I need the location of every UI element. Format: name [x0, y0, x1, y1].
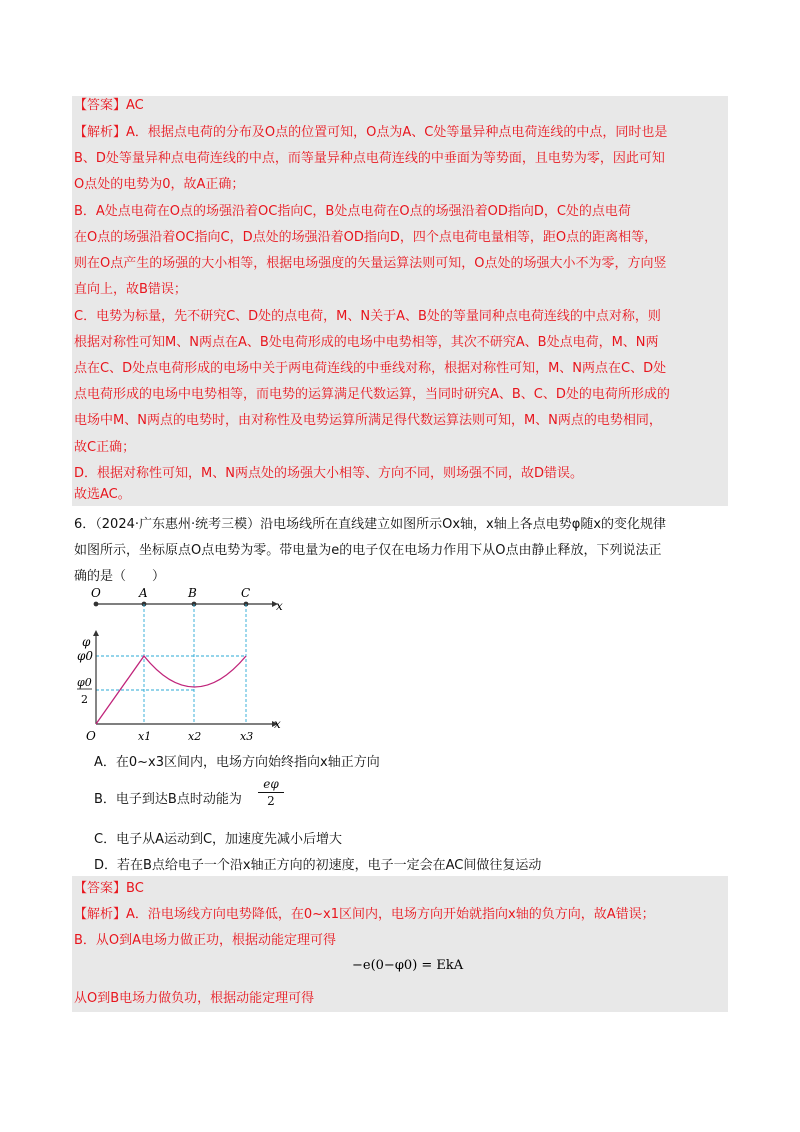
- phi-axis-arrow: [93, 630, 99, 636]
- label-phi0: φ0: [77, 649, 94, 663]
- question-line: 6．（2024·广东惠州·统考三模）沿电场线所在直线建立如图所示Ox轴，x轴上各点电势φ随x的变化规律: [74, 517, 667, 532]
- tick-x1: x1: [138, 730, 152, 743]
- analysis-line: C．电势为标量，先不研究C、D处的点电荷，M、N关于A、B处的等量同种点电荷连线的中点对称，则: [74, 309, 661, 324]
- label-x-top: x: [276, 599, 283, 613]
- analysis-line: 电场中M、N两点的电势时，由对称性及电势运算所满足得代数运算法则可知，M、N两点的电势相同，: [74, 413, 662, 428]
- label-phi0-half-num: φ0: [77, 676, 92, 689]
- answer-2: 【答案】BC: [74, 881, 144, 896]
- option-b-frac-num: eφ: [258, 776, 284, 793]
- analysis-line: 则在O点产生的场强的大小相等，根据电场强度的矢量运算法则可知，O点处的场强大小不为零，方向竖: [74, 256, 667, 271]
- analysis-line: D．根据对称性可知，M、N两点处的场强大小相等、方向不同，则场强不同，故D错误。: [74, 466, 583, 481]
- option-a: A．在0~x3区间内，电场方向始终指向x轴正方向: [94, 755, 380, 770]
- phi-x-figure: [77, 586, 283, 746]
- tick-x3: x3: [240, 730, 254, 743]
- option-d: D．若在B点给电子一个沿x轴正方向的初速度，电子一定会在AC间做往复运动: [94, 858, 542, 873]
- analysis-line: B、D处等量异种点电荷连线的中点，而等量异种点电荷连线的中垂面为等势面，且电势为零，因此可知: [74, 151, 665, 166]
- label-x-bottom: x: [274, 717, 281, 731]
- answer-1: 【答案】AC: [74, 98, 144, 113]
- point-o-dot: [94, 602, 99, 607]
- option-b-fraction: [258, 776, 284, 809]
- label-b: B: [188, 586, 197, 600]
- analysis-line: 【解析】A．根据点电荷的分布及O点的位置可知，O点为A、C处等量异种点电荷连线的中点，同时也是: [74, 125, 668, 140]
- analysis-line: 故选AC。: [74, 487, 131, 502]
- analysis-line: B．A处点电荷在O点的场强沿着OC指向C，B处点电荷在O点的场强沿着OD指向D，C处的点电荷: [74, 204, 631, 219]
- kinetic-energy-equation: −e(0−φ0) = EkA: [352, 958, 464, 973]
- analysis-line: 故C正确；: [74, 440, 136, 455]
- question-line: 确的是（ ）: [74, 569, 166, 584]
- option-b: B．电子到达B点时动能为: [94, 792, 242, 807]
- label-o-top: O: [91, 586, 101, 600]
- question-line: 如图所示，坐标原点O点电势为零。带电量为e的电子仅在电场力作用下从O点由静止释放，下列说法正: [74, 543, 662, 558]
- option-b-frac-den: 2: [267, 794, 275, 808]
- analysis2-line: B．从O到A电场力做正功，根据动能定理可得: [74, 933, 337, 948]
- analysis2-line: 【解析】A．沿电场线方向电势降低，在0~x1区间内，电场方向开始就指向x轴的负方向，故A错误；: [74, 907, 655, 922]
- analysis-line: 直向上，故B错误；: [74, 282, 187, 297]
- label-origin: O: [86, 729, 96, 743]
- label-phi: φ: [82, 635, 91, 649]
- option-c: C．电子从A运动到C，加速度先减小后增大: [94, 832, 343, 847]
- analysis-line: 根据对称性可知M、N两点在A、B处电荷形成的电场中电势相等，其次不研究A、B处点电荷，M、N两: [74, 335, 659, 350]
- analysis-line: 点电荷形成的电场中电势相等，而电势的运算满足代数运算，当同时研究A、B、C、D处的电荷所形成的: [74, 387, 670, 402]
- tick-x2: x2: [188, 730, 202, 743]
- analysis-line: O点处的电势为0，故A正确；: [74, 177, 245, 192]
- analysis2-tail: 从O到B电场力做负功，根据动能定理可得: [74, 991, 315, 1006]
- analysis-line: 点在C、D处点电荷形成的电场中关于两电荷连线的中垂线对称，根据对称性可知，M、N两点在C、D处: [74, 361, 667, 376]
- label-c: C: [241, 586, 251, 600]
- label-a: A: [139, 586, 148, 600]
- label-phi0-half-den: 2: [81, 693, 88, 706]
- analysis-line: 在O点的场强沿着OC指向C，D点处的场强沿着OD指向D，四个点电荷电量相等，距O点的距离相等，: [74, 230, 658, 245]
